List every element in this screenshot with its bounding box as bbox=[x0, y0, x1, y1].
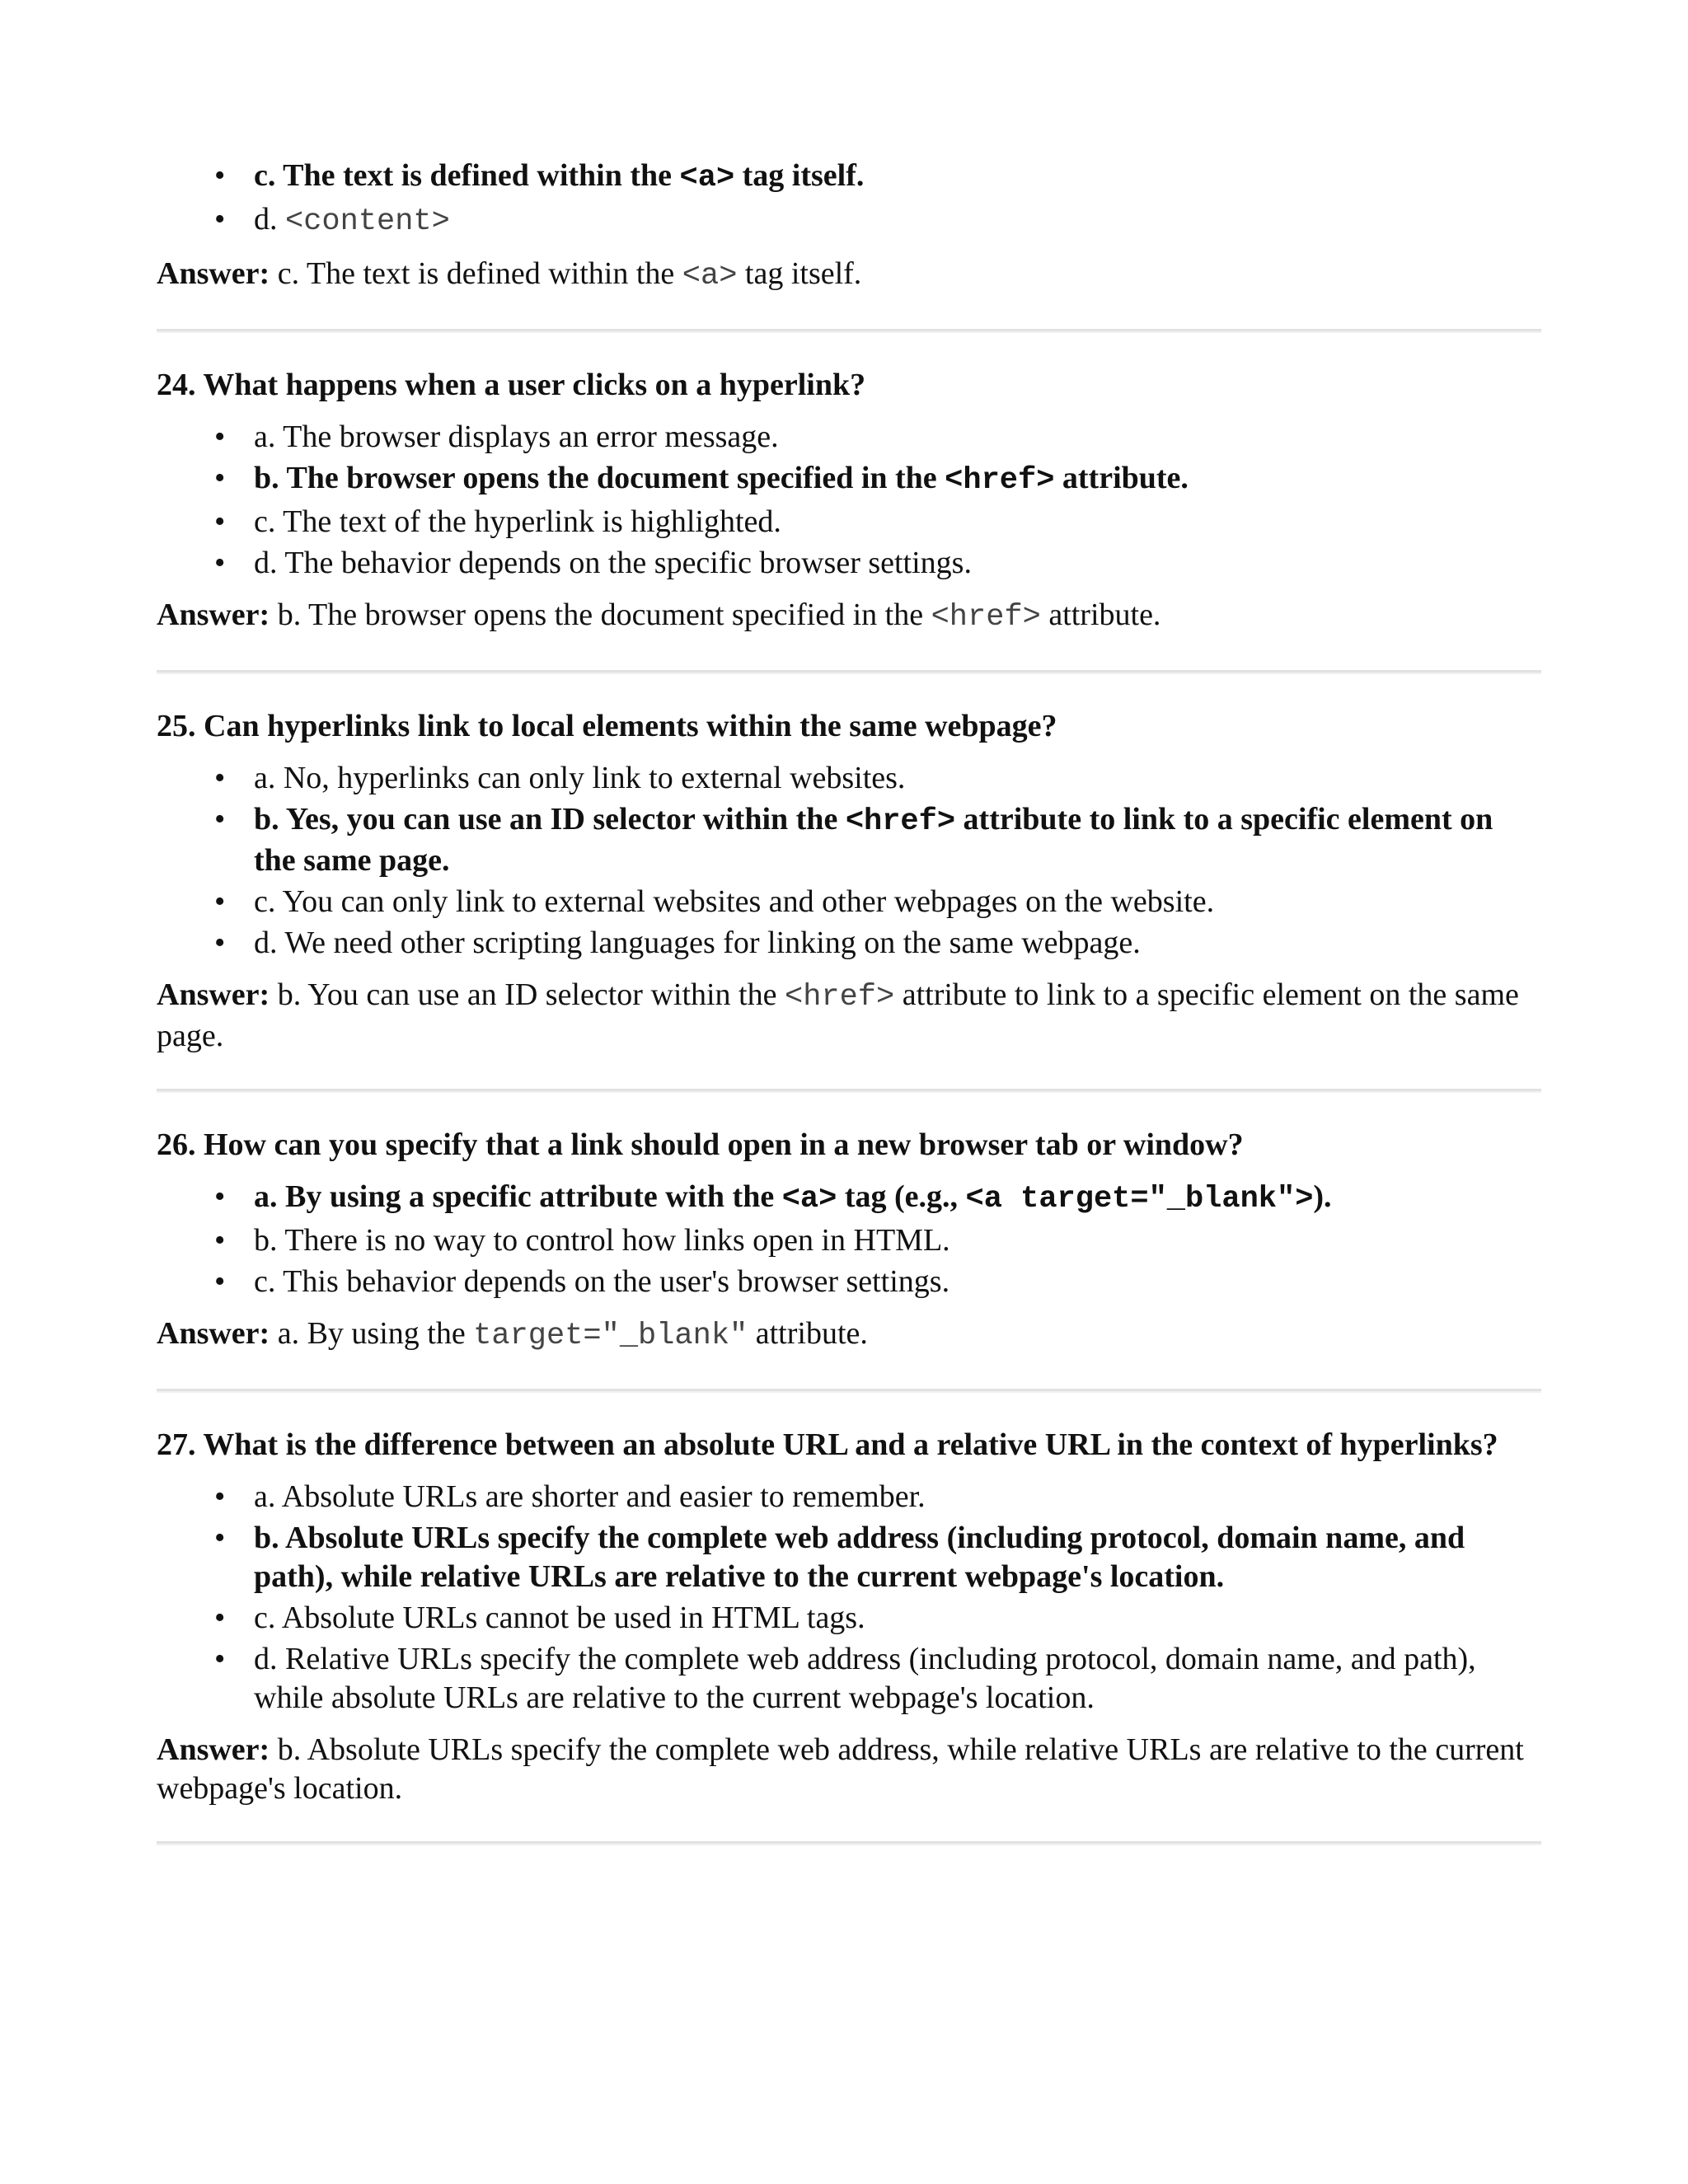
question-27-option-c: • c. Absolute URLs cannot be used in HTML tags. bbox=[254, 1599, 1541, 1638]
code-snippet: <href> bbox=[784, 980, 895, 1015]
question-24-option-a: • a. The browser displays an error message. bbox=[254, 418, 1541, 457]
code-snippet: <a target="_blank"> bbox=[965, 1182, 1314, 1216]
answer-label: Answer: bbox=[157, 1732, 270, 1767]
divider bbox=[157, 670, 1541, 674]
question-25-options bbox=[157, 759, 1541, 963]
code-snippet: <href> bbox=[931, 600, 1041, 635]
question-24-option-d: • d. The behavior depends on the specific browser settings. bbox=[254, 544, 1541, 583]
question-23-option-d: • d. <content> bbox=[254, 200, 1541, 241]
code-snippet: target="_blank" bbox=[473, 1319, 748, 1353]
question-26-answer: Answer: a. By using the target="_blank" attribute. bbox=[157, 1316, 868, 1353]
divider bbox=[157, 329, 1541, 333]
question-24-options bbox=[157, 418, 1541, 583]
question-26-options bbox=[157, 1178, 1541, 1301]
code-snippet: <a> bbox=[679, 161, 735, 195]
question-23 bbox=[157, 157, 1541, 296]
question-27-option-b: • b. Absolute URLs specify the complete web address (including protocol, domain name, and path), while relative URLs are relative to the current webpage's location. bbox=[254, 1519, 1541, 1596]
question-23-answer: Answer: c. The text is defined within the <a> tag itself. bbox=[157, 256, 862, 293]
question-25-option-a: • a. No, hyperlinks can only link to external websites. bbox=[254, 759, 1541, 798]
answer-label: Answer: bbox=[157, 1316, 270, 1351]
question-26-option-b: • b. There is no way to control how links open in HTML. bbox=[254, 1221, 1541, 1260]
question-25-option-b: • b. Yes, you can use an ID selector within the <href> attribute to link to a specific element on the same page. bbox=[254, 800, 1541, 880]
question-25-title: 25. Can hyperlinks link to local elements within the same webpage? bbox=[157, 709, 1057, 743]
divider bbox=[157, 1089, 1541, 1093]
question-26-title: 26. How can you specify that a link should open in a new browser tab or window? bbox=[157, 1127, 1244, 1162]
question-24-option-b: • b. The browser opens the document specified in the <href> attribute. bbox=[254, 459, 1541, 500]
code-snippet: <a> bbox=[682, 259, 738, 293]
question-27-title: 27. What is the difference between an absolute URL and a relative URL in the context of hyperlinks? bbox=[157, 1427, 1498, 1462]
answer-label: Answer: bbox=[157, 977, 270, 1012]
code-snippet: <href> bbox=[845, 804, 956, 839]
question-24 bbox=[157, 366, 1541, 637]
divider bbox=[157, 1841, 1541, 1845]
question-25-option-c: • c. You can only link to external websites and other webpages on the website. bbox=[254, 883, 1541, 921]
question-24-option-c: • c. The text of the hyperlink is highlighted. bbox=[254, 503, 1541, 541]
question-27 bbox=[157, 1426, 1541, 1808]
question-25-option-d: • d. We need other scripting languages for linking on the same webpage. bbox=[254, 924, 1541, 963]
answer-label: Answer: bbox=[157, 598, 270, 632]
question-23-option-c: • c. The text is defined within the <a> tag itself. bbox=[254, 157, 1541, 198]
question-26 bbox=[157, 1126, 1541, 1356]
question-24-answer: Answer: b. The browser opens the document specified in the <href> attribute. bbox=[157, 598, 1161, 635]
question-26-option-c: • c. This behavior depends on the user's browser settings. bbox=[254, 1263, 1541, 1301]
answer-label: Answer: bbox=[157, 256, 270, 291]
question-24-title: 24. What happens when a user clicks on a hyperlink? bbox=[157, 368, 866, 402]
question-27-answer: Answer: b. Absolute URLs specify the complete web address, while relative URLs are relative to the current webpage's location. bbox=[157, 1732, 1524, 1806]
question-27-options bbox=[157, 1478, 1541, 1718]
question-27-option-d: • d. Relative URLs specify the complete web address (including protocol, domain name, and path), while absolute URLs are relative to the current webpage's location. bbox=[254, 1640, 1541, 1718]
question-27-option-a: • a. Absolute URLs are shorter and easier to remember. bbox=[254, 1478, 1541, 1516]
question-25-answer: Answer: b. You can use an ID selector within the <href> attribute to link to a specific element on the same page. bbox=[157, 977, 1519, 1053]
question-26-option-a: • a. By using a specific attribute with the <a> tag (e.g., <a target="_blank">). bbox=[254, 1178, 1541, 1219]
code-snippet: <href> bbox=[945, 463, 1055, 498]
divider bbox=[157, 1389, 1541, 1393]
code-snippet: <content> bbox=[285, 204, 450, 239]
question-25 bbox=[157, 707, 1541, 1056]
code-snippet: <a> bbox=[781, 1182, 837, 1216]
document-page bbox=[157, 157, 1541, 1878]
question-23-options bbox=[157, 157, 1541, 241]
